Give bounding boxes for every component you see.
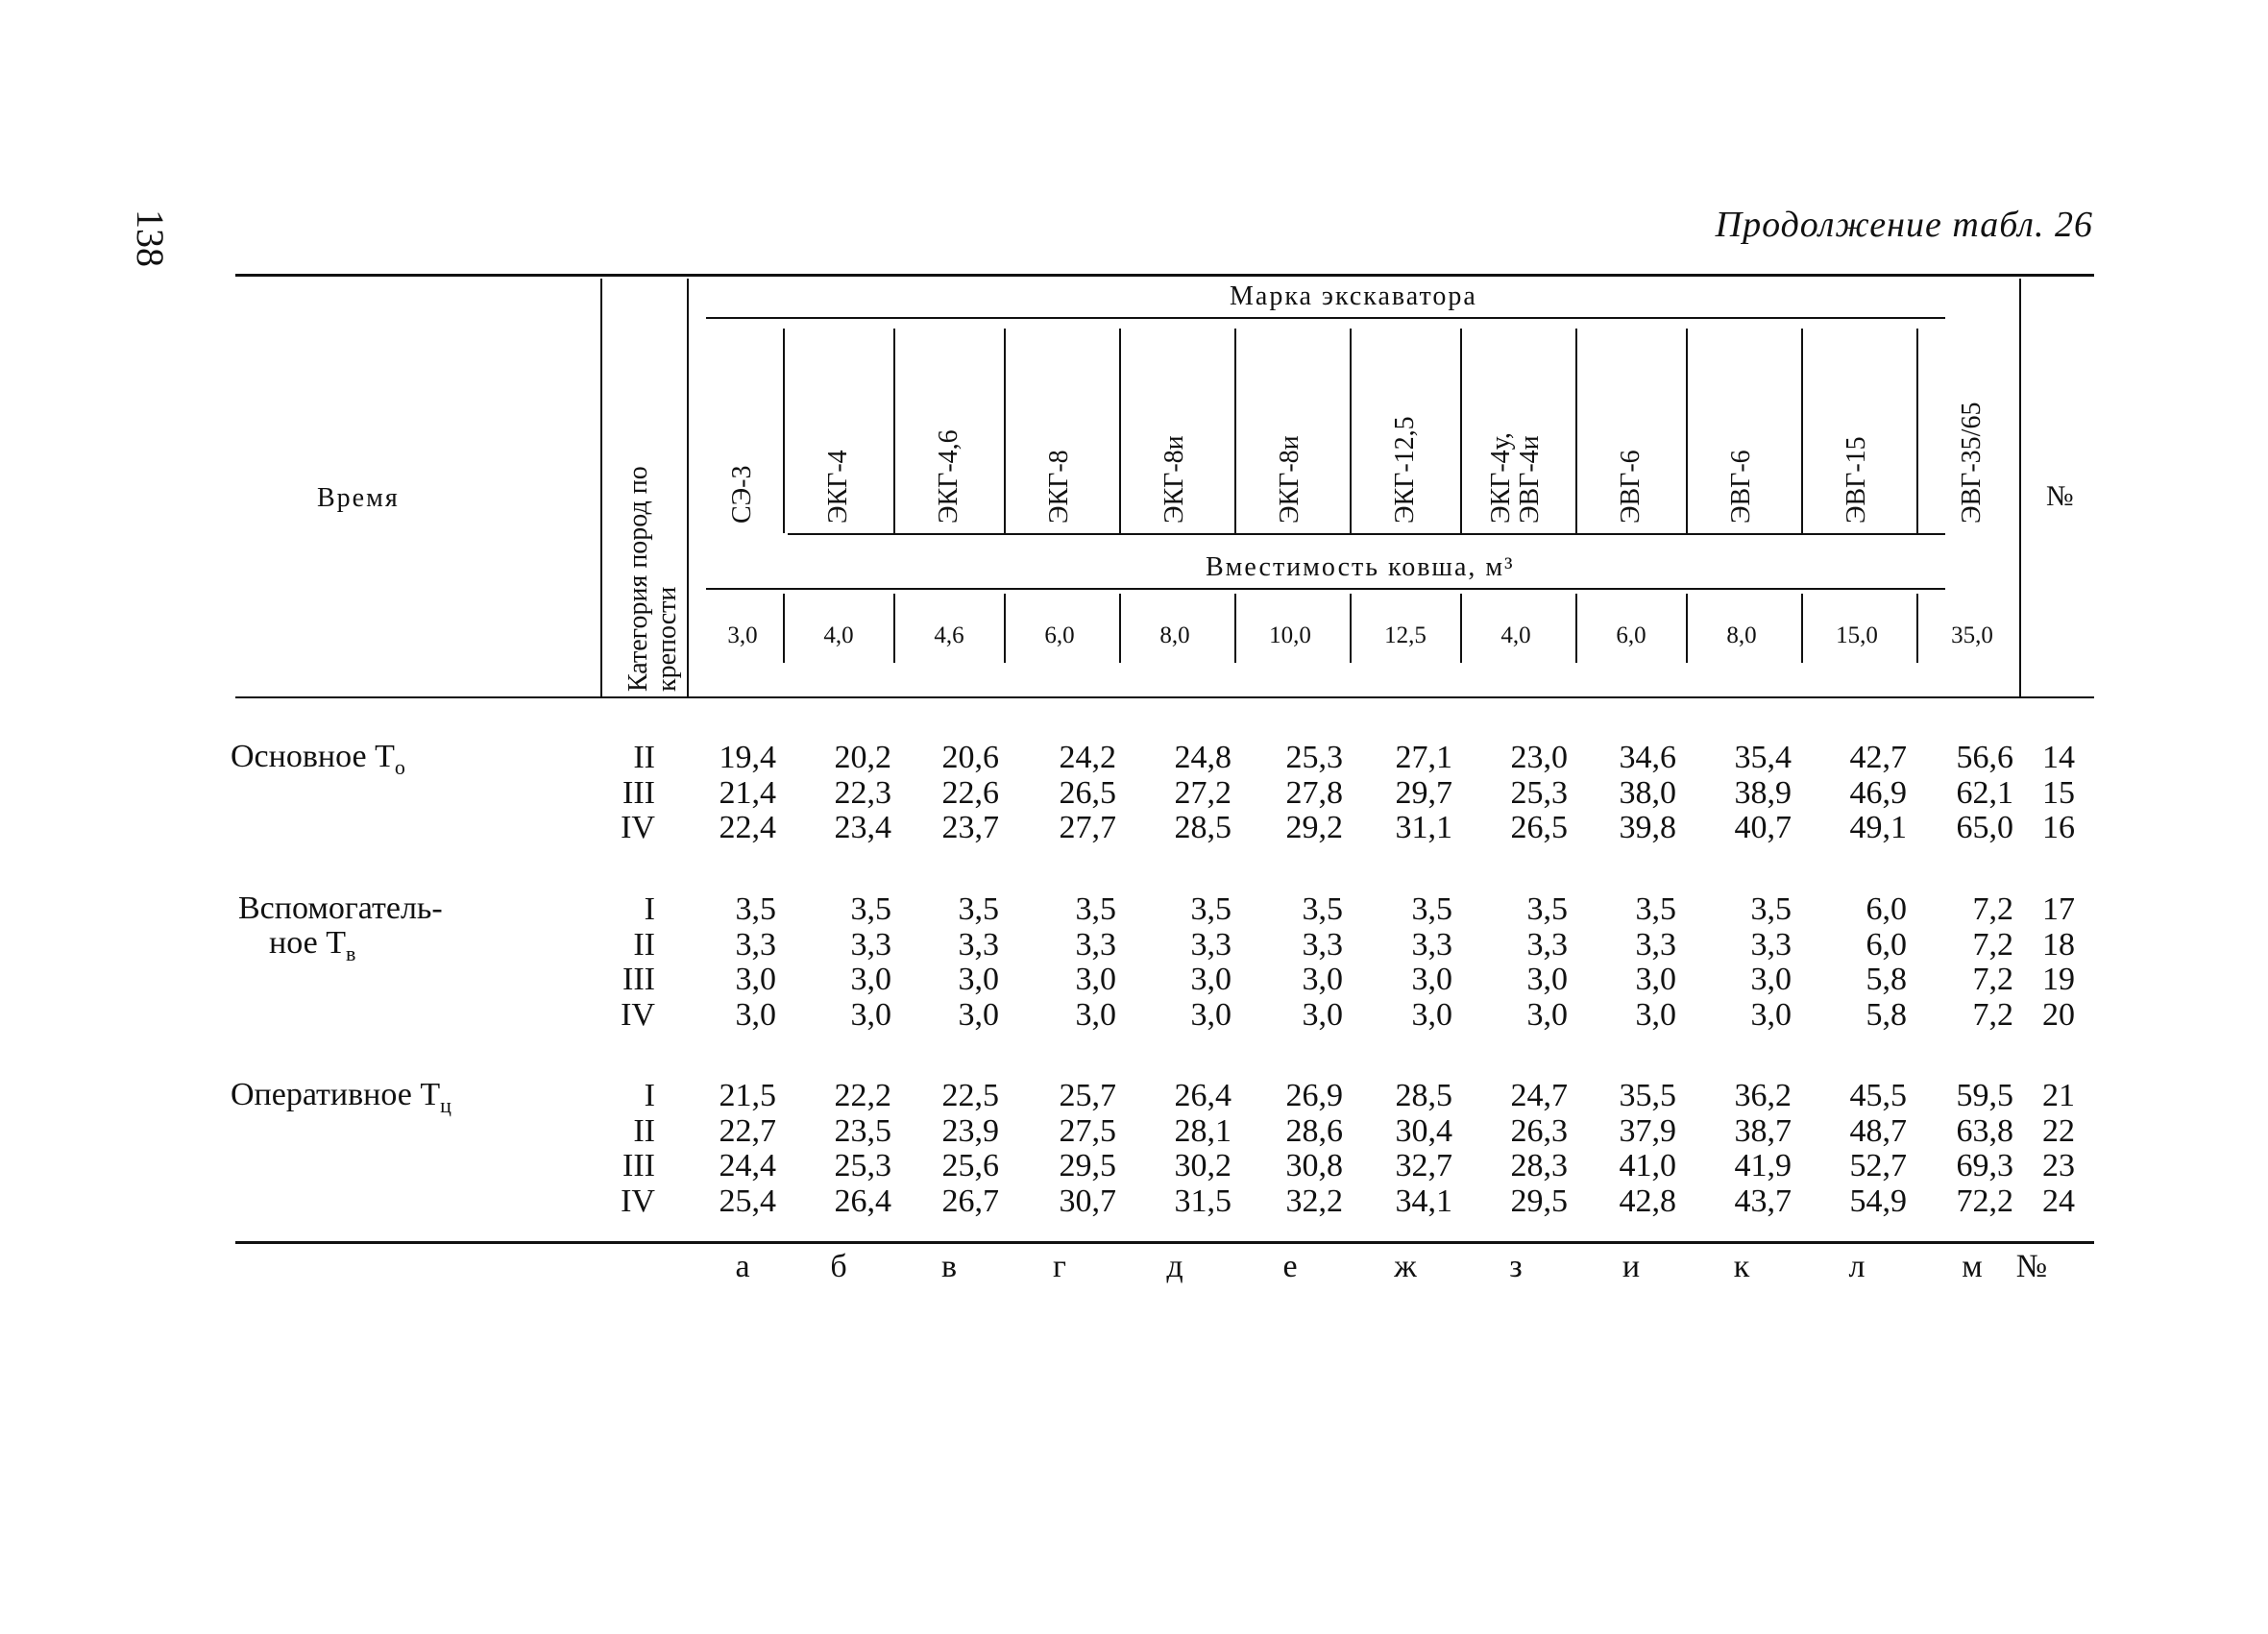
table-cell: 25,7 [1059,1078,1116,1113]
column-letter: ж [1394,1249,1417,1284]
table-cell: 3,3 [1190,926,1232,963]
table-cell: 29,5 [1059,1148,1116,1183]
column-letter: г [1053,1249,1066,1284]
capacity-cell: 12,5 [1384,622,1427,648]
table-cell: 3,0 [1190,996,1232,1033]
table-cell: 3,0 [735,996,776,1033]
table-cell: 25,3 [1510,774,1568,811]
capacity-cell: 15,0 [1836,622,1878,648]
table-cell: 27,2 [1174,774,1232,811]
brand-header: ЭВГ-6 [1726,450,1756,524]
table-cell: 56,6 [1956,740,2013,775]
table-cell: 25,4 [719,1183,776,1219]
row-number: 23 [2042,1148,2075,1183]
brand-header: ЭКГ-4 [823,450,853,524]
table-cell: 3,0 [1075,996,1116,1033]
table-cell: 3,0 [1190,962,1232,997]
capacity-cell: 4,6 [934,622,964,648]
table-cell: 25,6 [941,1148,999,1183]
table-cell: 3,5 [1190,891,1232,927]
column-rule [1004,329,1006,533]
row-number: 20 [2042,996,2075,1033]
group-label-line: Вспомогатель- [238,890,443,926]
row-number: 21 [2042,1078,2075,1113]
category-cell: III [622,962,655,997]
table-cell: 3,0 [1526,962,1568,997]
table-cell: 22,4 [719,810,776,845]
column-rule [1234,329,1236,533]
table-cell: 65,0 [1956,810,2013,845]
table-cell: 3,0 [1075,962,1116,997]
footer-number: № [2015,1249,2048,1284]
table-cell: 3,0 [850,962,891,997]
table-cell: 40,7 [1734,810,1792,845]
column-rule [1575,329,1577,533]
column-letter: и [1622,1249,1641,1284]
brand-header: ЭВГ-35/65 [1957,402,1987,524]
category-cell: III [622,774,655,811]
column-rule [1350,329,1352,533]
capacity-cell: 35,0 [1951,622,1993,648]
category-cell: IV [621,996,655,1033]
group-label-subscript: о [394,754,405,779]
table-cell: 3,5 [735,891,776,927]
column-rule [1801,329,1803,533]
category-header-line-1: Категория пород по [623,466,653,692]
table-cell: 34,1 [1395,1183,1452,1219]
table-cell: 42,8 [1619,1183,1676,1219]
group-label: Основное $Т_о$ [231,739,405,779]
column-letter: л [1848,1249,1866,1284]
table-cell: 27,8 [1285,774,1343,811]
table-cell: 32,2 [1285,1183,1343,1219]
table-cell: 3,0 [1750,962,1792,997]
category-cell: I [644,891,655,927]
capacity-cell: 6,0 [1044,622,1075,648]
column-rule [783,329,785,533]
table-cell: 3,3 [1750,926,1792,963]
table-cell: 26,7 [941,1183,999,1219]
table-cell: 24,8 [1174,740,1232,775]
row-number: 15 [2042,774,2075,811]
table-cell: 24,7 [1510,1078,1568,1113]
column-letter: з [1509,1249,1523,1284]
row-number: 18 [2042,926,2075,963]
table-cell: 3,0 [1411,996,1452,1033]
category-header [624,466,682,692]
table-cell: 5,8 [1866,962,1907,997]
table-cell: 72,2 [1956,1183,2013,1219]
table-cell: 3,0 [850,996,891,1033]
category-cell: II [633,740,655,775]
capacity-cell: 8,0 [1159,622,1190,648]
capacity-group-header: Вместимость ковша, м³ [1206,552,1515,582]
table-cell: 26,4 [1174,1078,1232,1113]
row-number: 17 [2042,891,2075,927]
table-cell: 38,9 [1734,774,1792,811]
row-number: 14 [2042,740,2075,775]
table-cell: 26,3 [1510,1112,1568,1149]
table-cell: 3,3 [1411,926,1452,963]
table-cell: 22,7 [719,1112,776,1149]
capacity-cell: 10,0 [1269,622,1311,648]
table-cell: 23,5 [834,1112,891,1149]
table-cell: 22,2 [834,1078,891,1113]
category-cell: II [633,1112,655,1149]
table-cell: 3,5 [1411,891,1452,927]
table-cell: 39,8 [1619,810,1676,845]
bottom-rule [235,1241,2094,1244]
brand-header-line: ЭВГ-4и [1515,435,1545,524]
table-cell: 3,5 [1526,891,1568,927]
table-cell: 3,0 [1302,996,1343,1033]
table-cell: 52,7 [1849,1148,1907,1183]
table-cell: 7,2 [1972,962,2013,997]
table-cell: 25,3 [834,1148,891,1183]
table-cell: 7,2 [1972,996,2013,1033]
table-cell: 3,0 [1635,962,1676,997]
table-cell: 26,9 [1285,1078,1343,1113]
table-cell: 32,7 [1395,1148,1452,1183]
table-cell: 31,5 [1174,1183,1232,1219]
brand-header [1487,432,1545,524]
category-cell: IV [621,810,655,845]
capacity-cell: 6,0 [1616,622,1646,648]
table-cell: 22,6 [941,774,999,811]
table-cell: 25,3 [1285,740,1343,775]
column-rule [1119,329,1121,533]
table-cell: 3,5 [1750,891,1792,927]
table-caption: Продолжение табл. 26 [1715,205,2093,245]
table-cell: 28,5 [1174,810,1232,845]
table-cell: 69,3 [1956,1148,2013,1183]
brand-header: ЭКГ-8и [1159,435,1189,524]
group-label: Оперативное $Т_ц$ [231,1077,451,1117]
table-cell: 23,7 [941,810,999,845]
page-number: 138 [129,209,172,267]
group-label-line: ное $Т_в$ [269,925,356,965]
category-cell: II [633,926,655,963]
table-cell: 24,4 [719,1148,776,1183]
group-label-subscript: ц [440,1092,451,1117]
number-header: № [2046,480,2074,512]
table-cell: 28,3 [1510,1148,1568,1183]
table-cell: 45,5 [1849,1078,1907,1113]
table-cell: 6,0 [1866,926,1907,963]
table-cell: 46,9 [1849,774,1907,811]
column-letter: к [1733,1249,1750,1284]
capacity-group-rule [706,588,1945,590]
table-cell: 3,0 [1411,962,1452,997]
column-letter: а [735,1249,750,1284]
table-cell: 28,1 [1174,1112,1232,1149]
table-cell: 3,0 [958,996,999,1033]
table-cell: 30,8 [1285,1148,1343,1183]
brand-header: СЭ-3 [727,465,757,524]
top-rule [235,274,2094,277]
table-cell: 38,7 [1734,1112,1792,1149]
row-number: 16 [2042,810,2075,845]
brand-group-rule [706,317,1945,319]
category-header-line-2: крепости [652,586,682,692]
table-cell: 62,1 [1956,774,2013,811]
table-cell: 38,0 [1619,774,1676,811]
time-header: Время [317,483,400,513]
column-rule [1460,329,1462,533]
table-cell: 49,1 [1849,810,1907,845]
table-cell: 22,5 [941,1078,999,1113]
table-cell: 24,2 [1059,740,1116,775]
table-cell: 3,5 [1302,891,1343,927]
table-cell: 42,7 [1849,740,1907,775]
table-cell: 7,2 [1972,891,2013,927]
table-cell: 3,0 [1526,996,1568,1033]
table-cell: 41,9 [1734,1148,1792,1183]
table-cell: 3,0 [1302,962,1343,997]
table-cell: 3,3 [958,926,999,963]
table-cell: 28,6 [1285,1112,1343,1149]
table-cell: 34,6 [1619,740,1676,775]
table-cell: 27,5 [1059,1112,1116,1149]
group-label [231,891,443,971]
table-cell: 5,8 [1866,996,1907,1033]
row-number: 22 [2042,1112,2075,1149]
brand-header: ЭКГ-4,6 [934,429,963,524]
table-cell: 7,2 [1972,926,2013,963]
table-cell: 30,7 [1059,1183,1116,1219]
table-cell: 28,5 [1395,1078,1452,1113]
capacity-cell: 8,0 [1726,622,1757,648]
capacity-cell: 4,0 [823,622,854,648]
table-cell: 63,8 [1956,1112,2013,1149]
table-cell: 59,5 [1956,1078,2013,1113]
table-cell: 3,0 [1635,996,1676,1033]
brand-header: ЭКГ-12,5 [1390,416,1420,524]
brand-group-header: Марка экскаватора [1230,281,1477,311]
table-cell: 26,5 [1510,810,1568,845]
table-cell: 3,5 [1075,891,1116,927]
column-letter: д [1166,1249,1183,1284]
table-cell: 35,5 [1619,1078,1676,1113]
column-letter: м [1962,1249,1983,1284]
table-cell: 6,0 [1866,891,1907,927]
table-cell: 20,6 [941,740,999,775]
table-cell: 27,1 [1395,740,1452,775]
table-cell: 23,0 [1510,740,1568,775]
table-cell: 3,3 [1075,926,1116,963]
category-cell: I [644,1078,655,1113]
brand-header: ЭКГ-8и [1275,435,1305,524]
table-cell: 3,3 [735,926,776,963]
table-cell: 41,0 [1619,1148,1676,1183]
table-cell: 3,5 [850,891,891,927]
table-cell: 3,5 [958,891,999,927]
table-cell: 30,4 [1395,1112,1452,1149]
table-cell: 22,3 [834,774,891,811]
table-cell: 3,3 [1635,926,1676,963]
brand-header: ЭВГ-6 [1616,450,1646,524]
table-cell: 27,7 [1059,810,1116,845]
brand-header-line: ЭКГ-4у, [1486,432,1516,524]
column-rule [1916,329,1918,533]
header-bottom-rule [235,696,2094,698]
table-cell: 26,4 [834,1183,891,1219]
capacity-cell: 3,0 [727,622,758,648]
table-cell: 21,5 [719,1078,776,1113]
capacity-cell: 4,0 [1500,622,1531,648]
column-rule [1686,329,1688,533]
column-letter: б [830,1249,847,1284]
brand-header: ЭВГ-15 [1841,436,1871,524]
table-cell: 3,3 [850,926,891,963]
table-cell: 3,3 [1302,926,1343,963]
brand-header: ЭКГ-8 [1044,450,1074,524]
category-cell: III [622,1148,655,1183]
table-cell: 29,5 [1510,1183,1568,1219]
table-cell: 20,2 [834,740,891,775]
table-cell: 29,7 [1395,774,1452,811]
table-cell: 36,2 [1734,1078,1792,1113]
table-cell: 54,9 [1849,1183,1907,1219]
table-cell: 3,3 [1526,926,1568,963]
table-cell: 3,5 [1635,891,1676,927]
column-letter: е [1282,1249,1298,1284]
table-cell: 3,0 [1750,996,1792,1033]
brand-bottom-rule [788,533,1945,535]
row-number: 24 [2042,1183,2075,1219]
table-cell: 30,2 [1174,1148,1232,1183]
row-number: 19 [2042,962,2075,997]
table-cell: 31,1 [1395,810,1452,845]
column-rule [893,329,895,533]
table-cell: 23,4 [834,810,891,845]
table-cell: 21,4 [719,774,776,811]
table-cell: 3,0 [735,962,776,997]
group-label-subscript: в [345,940,356,965]
table-cell: 3,0 [958,962,999,997]
table-cell: 35,4 [1734,740,1792,775]
table-cell: 26,5 [1059,774,1116,811]
table-cell: 23,9 [941,1112,999,1149]
table-cell: 48,7 [1849,1112,1907,1149]
table-cell: 43,7 [1734,1183,1792,1219]
category-cell: IV [621,1183,655,1219]
table-cell: 19,4 [719,740,776,775]
column-letter: в [940,1249,958,1284]
category-left-rule [600,279,602,696]
table-cell: 37,9 [1619,1112,1676,1149]
table-cell: 29,2 [1285,810,1343,845]
